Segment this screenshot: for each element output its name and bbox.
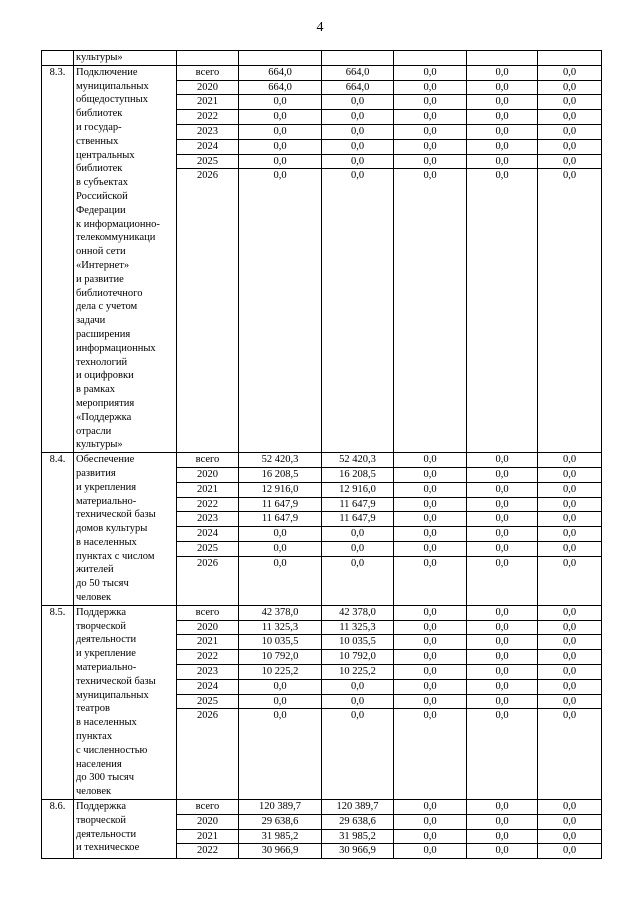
value-total: 0,0 bbox=[273, 170, 287, 182]
year-cell: 2024 bbox=[177, 527, 238, 542]
row-number: 8.3. bbox=[42, 65, 74, 452]
value-source-1: 120 389,7 bbox=[322, 800, 393, 815]
value-total: 30 966,9 bbox=[261, 845, 299, 857]
value-total: 0,0 bbox=[239, 125, 321, 140]
value-total: 11 325,3 bbox=[239, 621, 321, 636]
name-line: пунктах bbox=[76, 731, 113, 743]
value-source-3-column bbox=[467, 453, 538, 606]
name-line: технологий bbox=[76, 356, 128, 368]
table-body bbox=[42, 51, 602, 859]
value-source-3: 0,0 bbox=[467, 665, 537, 680]
value-source-4: 0,0 bbox=[538, 800, 601, 815]
year-cell: 2023 bbox=[177, 125, 238, 140]
year-cell: всего bbox=[177, 453, 238, 468]
year-cell: 2024 bbox=[177, 140, 238, 155]
value-source-3: 0,0 bbox=[467, 453, 537, 468]
year-cell: 2021 bbox=[177, 830, 238, 845]
value-source-3: 0,0 bbox=[495, 845, 509, 857]
value-source-2: 0,0 bbox=[394, 830, 466, 845]
value-source-3: 0,0 bbox=[467, 125, 537, 140]
value-source-2-column bbox=[394, 800, 467, 859]
value-source-2: 0,0 bbox=[394, 125, 466, 140]
name-line: с численностью bbox=[76, 744, 148, 756]
value-source-3: 0,0 bbox=[467, 155, 537, 170]
continuation-row bbox=[42, 51, 602, 66]
value-source-2: 0,0 bbox=[394, 680, 466, 695]
value-source-4: 0,0 bbox=[562, 557, 577, 569]
value-total-column bbox=[239, 800, 322, 859]
name-line: в населенных bbox=[76, 536, 137, 548]
name-line: отрасли bbox=[76, 425, 112, 437]
name-line: жителей bbox=[76, 564, 114, 576]
value-source-2: 0,0 bbox=[394, 542, 466, 557]
row-number: 8.5. bbox=[42, 605, 74, 799]
value-source-2: 0,0 bbox=[394, 453, 466, 468]
value-source-1: 30 966,9 bbox=[339, 845, 376, 857]
year-cell: всего bbox=[177, 800, 238, 815]
name-line: театров bbox=[76, 703, 110, 715]
name-line: задачи bbox=[76, 315, 106, 327]
value-source-1: 12 916,0 bbox=[322, 483, 393, 498]
value-total: 12 916,0 bbox=[239, 483, 321, 498]
value-source-1: 10 792,0 bbox=[322, 650, 393, 665]
name-line: муниципальных bbox=[76, 80, 149, 92]
value-source-3: 0,0 bbox=[467, 512, 537, 527]
value-total: 0,0 bbox=[239, 95, 321, 110]
value-source-2: 0,0 bbox=[394, 140, 466, 155]
value-source-4: 0,0 bbox=[538, 635, 601, 650]
year-cell: 2025 bbox=[177, 695, 238, 710]
name-line: и укрепление bbox=[76, 648, 136, 660]
value-source-4: 0,0 bbox=[538, 483, 601, 498]
value-source-4: 0,0 bbox=[538, 140, 601, 155]
value-total: 0,0 bbox=[273, 557, 287, 569]
row-number: 8.4. bbox=[42, 453, 74, 606]
value-source-4: 0,0 bbox=[538, 621, 601, 636]
value-source-4: 0,0 bbox=[538, 468, 601, 483]
value-source-3: 0,0 bbox=[467, 483, 537, 498]
year-cell: 2020 bbox=[177, 815, 238, 830]
value-source-1: 0,0 bbox=[350, 170, 365, 182]
row-number bbox=[42, 51, 74, 66]
value-source-4: 0,0 bbox=[538, 815, 601, 830]
name-line: творческой bbox=[76, 620, 127, 632]
value-source-4: 0,0 bbox=[538, 498, 601, 513]
name-line: в населенных bbox=[76, 717, 137, 729]
value-source-3: 0,0 bbox=[467, 815, 537, 830]
value-source-3: 0,0 bbox=[467, 468, 537, 483]
name-line: до 300 тысяч bbox=[76, 772, 135, 784]
value-source-1: 16 208,5 bbox=[322, 468, 393, 483]
year-cell: всего bbox=[177, 66, 238, 81]
value-source-3: 0,0 bbox=[467, 140, 537, 155]
name-line: информационных bbox=[76, 342, 156, 354]
value-source-2-column bbox=[394, 453, 467, 606]
value-source-3: 0,0 bbox=[467, 606, 537, 621]
name-line: и техническое bbox=[76, 842, 140, 854]
value-source-3: 0,0 bbox=[467, 635, 537, 650]
value-total-column bbox=[239, 65, 322, 452]
value-source-1: 52 420,3 bbox=[322, 453, 393, 468]
value-source-3: 0,0 bbox=[495, 710, 509, 722]
name-line: и оцифровки bbox=[76, 370, 134, 382]
value-source-1-column bbox=[322, 605, 394, 799]
value-source-4: 0,0 bbox=[538, 606, 601, 621]
value-source-2: 0,0 bbox=[394, 498, 466, 513]
name-line: дела с учетом bbox=[76, 301, 138, 313]
value-source-1: 31 985,2 bbox=[322, 830, 393, 845]
row-number: 8.6. bbox=[42, 800, 74, 859]
value-source-4: 0,0 bbox=[538, 81, 601, 96]
value-source-4-column bbox=[538, 453, 602, 606]
value-source-1: 10 225,2 bbox=[322, 665, 393, 680]
value-source-3: 0,0 bbox=[467, 621, 537, 636]
value-source-1: 11 647,9 bbox=[322, 512, 393, 527]
value-source-2: 0,0 bbox=[394, 95, 466, 110]
name-line: деятельности bbox=[76, 828, 137, 840]
value-source-4: 0,0 bbox=[538, 66, 601, 81]
name-line: творческой bbox=[76, 814, 127, 826]
value-source-1: 0,0 bbox=[322, 125, 393, 140]
year-cell: 2026 bbox=[197, 710, 218, 722]
value-source-2: 0,0 bbox=[394, 110, 466, 125]
year-cell: 2026 bbox=[197, 557, 218, 569]
value-source-2: 0,0 bbox=[394, 800, 466, 815]
page-number: 4 bbox=[316, 20, 324, 35]
value-source-3: 0,0 bbox=[467, 800, 537, 815]
year-cell: 2023 bbox=[177, 512, 238, 527]
name-line: и государ- bbox=[76, 121, 122, 133]
name-line: Федерации bbox=[76, 204, 126, 216]
value-source-2: 0,0 bbox=[394, 665, 466, 680]
value-source-3: 0,0 bbox=[467, 498, 537, 513]
value-total: 10 035,5 bbox=[239, 635, 321, 650]
year-cell: 2024 bbox=[177, 680, 238, 695]
year-cell: 2021 bbox=[177, 635, 238, 650]
value-source-1: 0,0 bbox=[322, 695, 393, 710]
value-source-1: 0,0 bbox=[322, 527, 393, 542]
value-source-2: 0,0 bbox=[394, 66, 466, 81]
value-source-4: 0,0 bbox=[538, 155, 601, 170]
value-source-2-column bbox=[394, 65, 467, 452]
value-total: 31 985,2 bbox=[239, 830, 321, 845]
name-line: материально- bbox=[76, 662, 137, 674]
value-source-3: 0,0 bbox=[467, 110, 537, 125]
value-source-2: 0,0 bbox=[394, 155, 466, 170]
value-total: 0,0 bbox=[239, 140, 321, 155]
name-line: «Поддержка bbox=[76, 411, 132, 423]
value-total: 664,0 bbox=[239, 81, 321, 96]
value-source-1: 10 035,5 bbox=[322, 635, 393, 650]
name-line: Обеспечение bbox=[76, 454, 135, 466]
table-row bbox=[42, 605, 602, 799]
value-source-1-column bbox=[322, 800, 394, 859]
value-source-4: 0,0 bbox=[538, 125, 601, 140]
value-source-3: 0,0 bbox=[495, 557, 509, 569]
value-source-3: 0,0 bbox=[467, 542, 537, 557]
name-line: библиотек bbox=[76, 163, 123, 175]
value-source-1: 29 638,6 bbox=[322, 815, 393, 830]
value-source-3: 0,0 bbox=[467, 66, 537, 81]
year-cell: 2025 bbox=[177, 155, 238, 170]
year-cell-column bbox=[177, 65, 239, 452]
value-source-3: 0,0 bbox=[467, 830, 537, 845]
value-source-4: 0,0 bbox=[538, 527, 601, 542]
value-source-3: 0,0 bbox=[467, 95, 537, 110]
value-total-column bbox=[239, 453, 322, 606]
year-cell-column bbox=[177, 605, 239, 799]
value-source-1: 11 647,9 bbox=[322, 498, 393, 513]
name-line: библиотечного bbox=[76, 287, 143, 299]
name-line: общедоступных bbox=[76, 94, 148, 106]
value-source-2: 0,0 bbox=[423, 845, 437, 857]
year-cell: всего bbox=[177, 606, 238, 621]
name-line: «Интернет» bbox=[76, 259, 130, 271]
name-line: в рамках bbox=[76, 384, 115, 396]
value-source-4: 0,0 bbox=[562, 710, 577, 722]
value-source-4: 0,0 bbox=[538, 110, 601, 125]
value-source-4: 0,0 bbox=[562, 845, 577, 857]
name-line: онной сети bbox=[76, 246, 126, 258]
value-source-3-column bbox=[467, 605, 538, 799]
value-source-4: 0,0 bbox=[538, 650, 601, 665]
value-source-4: 0,0 bbox=[538, 680, 601, 695]
name-line: культуры» bbox=[76, 439, 123, 451]
name-line: Российской bbox=[76, 190, 128, 202]
value-source-2: 0,0 bbox=[394, 81, 466, 96]
value-source-2: 0,0 bbox=[394, 621, 466, 636]
year-cell: 2020 bbox=[177, 621, 238, 636]
year-cell: 2022 bbox=[177, 650, 238, 665]
name-line: Подключение bbox=[76, 66, 138, 78]
value-source-4-column bbox=[538, 65, 602, 452]
name-line: развития bbox=[76, 467, 116, 479]
value-source-4-column bbox=[538, 800, 602, 859]
year-cell: 2021 bbox=[177, 95, 238, 110]
value-source-2: 0,0 bbox=[394, 815, 466, 830]
name-line: населения bbox=[76, 758, 122, 770]
year-cell: 2021 bbox=[177, 483, 238, 498]
name-line: до 50 тысяч bbox=[76, 578, 129, 590]
name-line: библиотек bbox=[76, 108, 123, 120]
year-cell: 2026 bbox=[197, 170, 218, 182]
value-total: 120 389,7 bbox=[239, 800, 321, 815]
table-row bbox=[42, 800, 602, 859]
value-source-2: 0,0 bbox=[394, 512, 466, 527]
name-line: мероприятия bbox=[76, 397, 135, 409]
value-total: 0,0 bbox=[273, 710, 287, 722]
value-source-1: 664,0 bbox=[322, 81, 393, 96]
value-source-3: 0,0 bbox=[495, 170, 509, 182]
value-total: 0,0 bbox=[239, 695, 321, 710]
value-source-4: 0,0 bbox=[538, 665, 601, 680]
name-line: материально- bbox=[76, 495, 137, 507]
value-source-3-column bbox=[467, 65, 538, 452]
year-cell: 2022 bbox=[197, 845, 218, 857]
value-source-2: 0,0 bbox=[394, 468, 466, 483]
name-line: технической базы bbox=[76, 675, 156, 687]
value-source-1: 664,0 bbox=[322, 66, 393, 81]
name-line: муниципальных bbox=[76, 689, 149, 701]
value-source-4: 0,0 bbox=[562, 170, 577, 182]
value-total: 0,0 bbox=[239, 542, 321, 557]
year-cell: 2022 bbox=[177, 498, 238, 513]
value-total: 52 420,3 bbox=[239, 453, 321, 468]
value-source-2: 0,0 bbox=[394, 606, 466, 621]
value-total: 42 378,0 bbox=[239, 606, 321, 621]
value-source-1: 0,0 bbox=[322, 110, 393, 125]
value-source-2: 0,0 bbox=[394, 650, 466, 665]
name-line: Поддержка bbox=[76, 801, 126, 813]
value-source-1: 0,0 bbox=[322, 155, 393, 170]
value-source-1: 0,0 bbox=[322, 680, 393, 695]
year-cell: 2020 bbox=[177, 468, 238, 483]
value-total: 10 792,0 bbox=[239, 650, 321, 665]
name-line: ственных bbox=[76, 135, 119, 147]
budget-table bbox=[41, 50, 602, 859]
value-total: 11 647,9 bbox=[239, 498, 321, 513]
value-total: 29 638,6 bbox=[239, 815, 321, 830]
value-total: 0,0 bbox=[239, 155, 321, 170]
year-cell: 2020 bbox=[177, 81, 238, 96]
name-line: человек bbox=[76, 592, 112, 604]
year-cell-column bbox=[177, 453, 239, 606]
value-source-2-column bbox=[394, 605, 467, 799]
value-total-column bbox=[239, 605, 322, 799]
value-source-3-column bbox=[467, 800, 538, 859]
value-source-2: 0,0 bbox=[423, 170, 437, 182]
value-source-4: 0,0 bbox=[538, 453, 601, 468]
year-cell: 2023 bbox=[177, 665, 238, 680]
value-source-2: 0,0 bbox=[394, 483, 466, 498]
value-source-1: 0,0 bbox=[322, 542, 393, 557]
name-line: культуры» bbox=[76, 52, 123, 63]
value-source-2: 0,0 bbox=[423, 557, 437, 569]
name-line: деятельности bbox=[76, 634, 137, 646]
year-cell: 2022 bbox=[177, 110, 238, 125]
value-source-3: 0,0 bbox=[467, 527, 537, 542]
value-total: 0,0 bbox=[239, 110, 321, 125]
value-total: 0,0 bbox=[239, 680, 321, 695]
value-total: 11 647,9 bbox=[239, 512, 321, 527]
name-line: телекоммуникаци bbox=[76, 232, 156, 244]
row-name bbox=[74, 51, 177, 66]
value-source-2: 0,0 bbox=[394, 527, 466, 542]
value-source-4: 0,0 bbox=[538, 512, 601, 527]
value-source-3: 0,0 bbox=[467, 695, 537, 710]
value-source-1: 0,0 bbox=[350, 557, 365, 569]
name-line: пунктах с числом bbox=[76, 550, 155, 562]
value-source-1: 0,0 bbox=[350, 710, 365, 722]
name-line: человек bbox=[76, 786, 112, 798]
row-name bbox=[74, 453, 177, 606]
name-line: расширения bbox=[76, 328, 131, 340]
name-line: к информационно- bbox=[76, 218, 160, 230]
name-line: и развитие bbox=[76, 273, 124, 285]
value-source-4: 0,0 bbox=[538, 95, 601, 110]
value-source-4-column bbox=[538, 605, 602, 799]
name-line: центральных bbox=[76, 149, 135, 161]
value-source-3: 0,0 bbox=[467, 81, 537, 96]
value-source-1: 0,0 bbox=[322, 95, 393, 110]
value-total: 0,0 bbox=[239, 527, 321, 542]
value-source-2: 0,0 bbox=[394, 635, 466, 650]
row-name bbox=[74, 800, 177, 859]
row-name bbox=[74, 605, 177, 799]
value-source-1-column bbox=[322, 453, 394, 606]
value-source-1-column bbox=[322, 65, 394, 452]
name-line: Поддержка bbox=[76, 606, 126, 618]
value-source-4: 0,0 bbox=[538, 830, 601, 845]
value-source-3: 0,0 bbox=[467, 650, 537, 665]
value-total: 16 208,5 bbox=[239, 468, 321, 483]
name-line: технической базы bbox=[76, 509, 156, 521]
name-line: домов культуры bbox=[76, 523, 148, 535]
name-line: в субъектах bbox=[76, 177, 128, 189]
value-source-4: 0,0 bbox=[538, 542, 601, 557]
value-total: 10 225,2 bbox=[239, 665, 321, 680]
value-source-3: 0,0 bbox=[467, 680, 537, 695]
name-line: и укрепления bbox=[76, 481, 137, 493]
value-source-1: 0,0 bbox=[322, 140, 393, 155]
table-row bbox=[42, 453, 602, 606]
value-total: 664,0 bbox=[239, 66, 321, 81]
value-source-1: 11 325,3 bbox=[322, 621, 393, 636]
row-name bbox=[74, 65, 177, 452]
year-cell-column bbox=[177, 800, 239, 859]
table-row bbox=[42, 65, 602, 452]
value-source-1: 42 378,0 bbox=[322, 606, 393, 621]
value-source-2: 0,0 bbox=[423, 710, 437, 722]
value-source-2: 0,0 bbox=[394, 695, 466, 710]
value-source-4: 0,0 bbox=[538, 695, 601, 710]
year-cell: 2025 bbox=[177, 542, 238, 557]
